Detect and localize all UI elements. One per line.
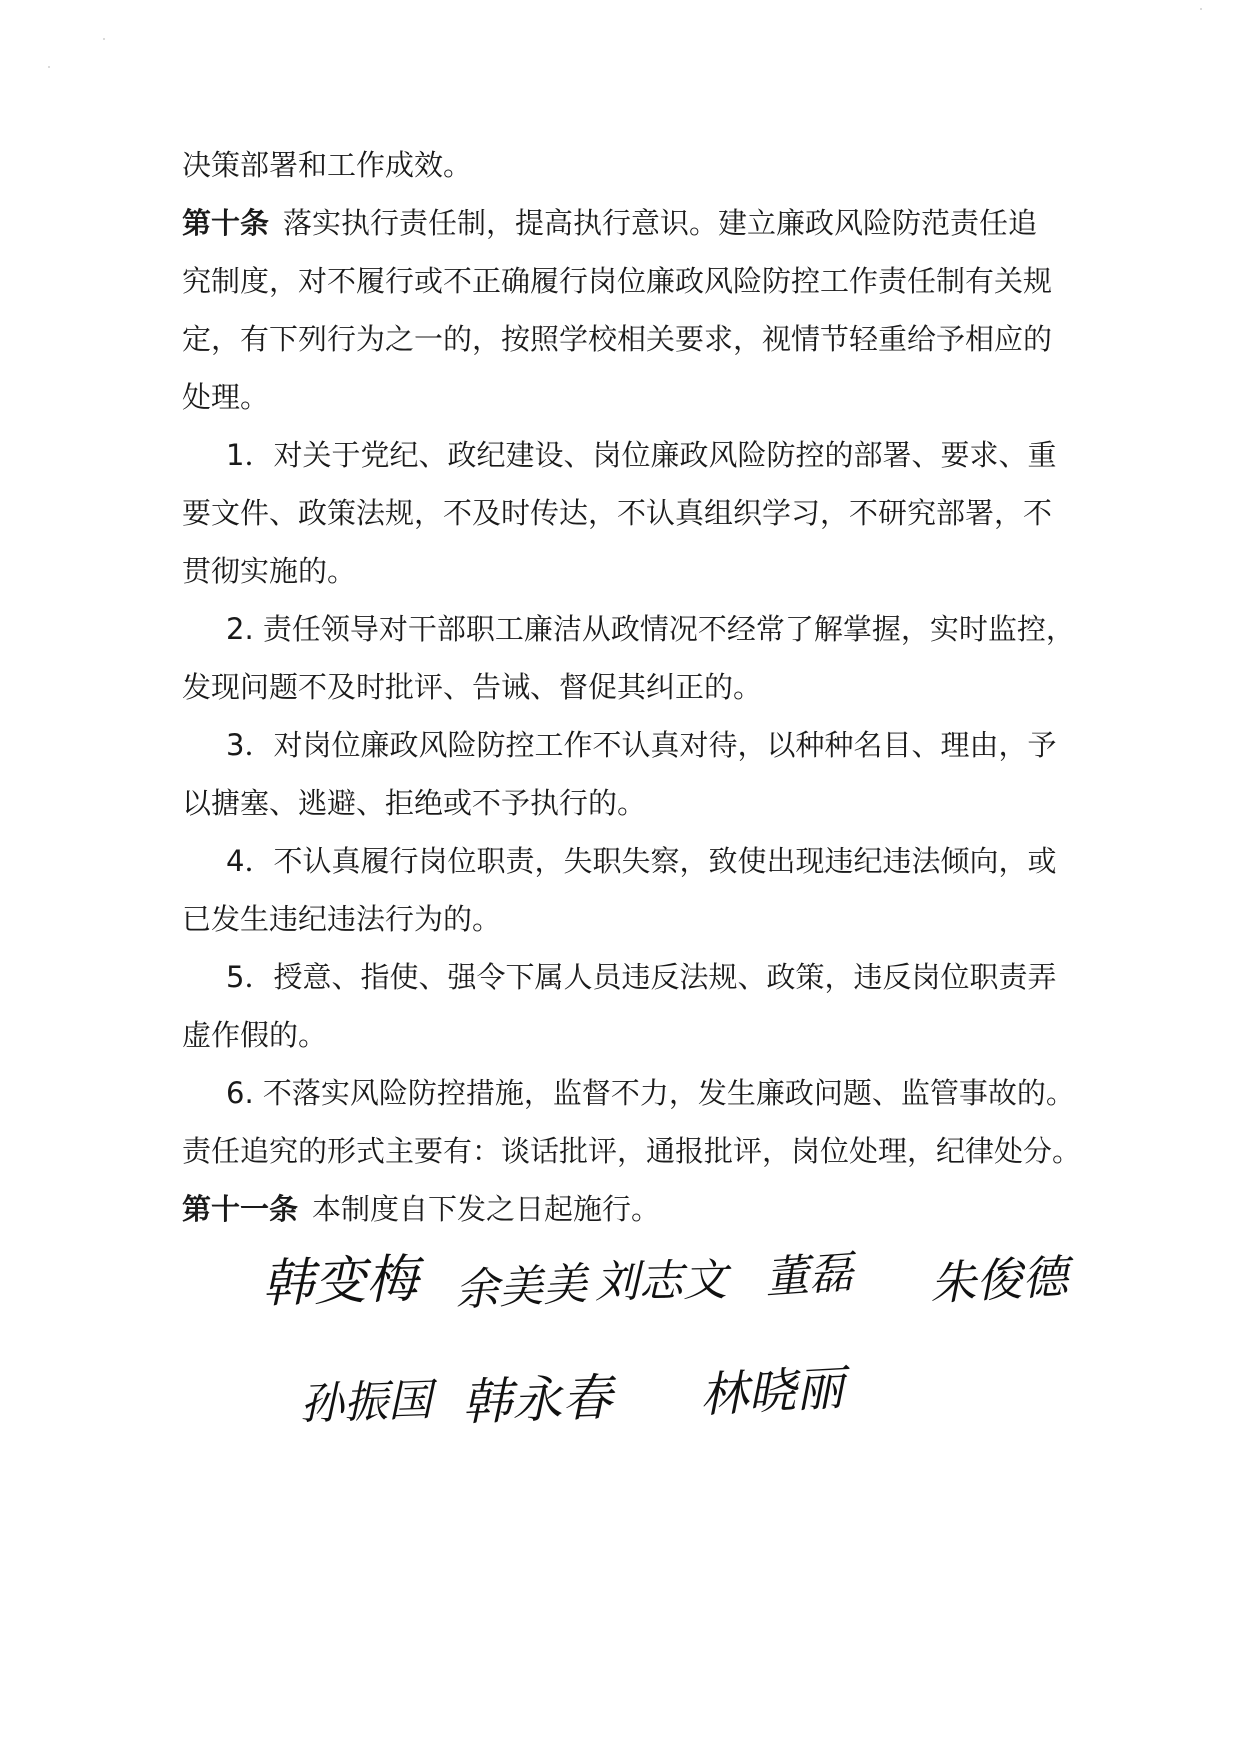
text-line-1: 决策部署和工作成效。 [182, 148, 473, 182]
item-2-line-2: 发现问题不及时批评、告诫、督促其纠正的。 [182, 670, 763, 704]
scan-speck [1200, 8, 1202, 10]
article-10-line [182, 203, 1062, 243]
item-4-line-1: 4．不认真履行岗位职责，失职失察，致使出现违纪违法倾向，或 [226, 844, 1057, 878]
text-line-4: 定，有下列行为之一的，按照学校相关要求，视情节轻重给予相应的 [182, 322, 1053, 356]
text-line-3: 究制度，对不履行或不正确履行岗位廉政风险防控工作责任制有关规 [182, 264, 1053, 298]
item-5-line-2: 虚作假的。 [182, 1018, 328, 1052]
signature-7: 韩永春 [461, 1368, 613, 1432]
item-1-line-1: 1．对关于党纪、政纪建设、岗位廉政风险防控的部署、要求、重 [226, 438, 1057, 472]
item-3-line-2: 以搪塞、逃避、拒绝或不予执行的。 [182, 786, 647, 820]
item-3-line-1: 3．对岗位廉政风险防控工作不认真对待，以种种名目、理由，予 [226, 728, 1057, 762]
article-10-label: 第十条 [182, 206, 270, 240]
accountability-forms-line: 责任追究的形式主要有：谈话批评，通报批评，岗位处理，纪律处分。 [182, 1134, 1082, 1168]
signature-6: 孙振国 [299, 1374, 433, 1431]
item-5-line-1: 5．授意、指使、强令下属人员违反法规、政策，违反岗位职责弄 [226, 960, 1057, 994]
article-11-line [182, 1189, 1062, 1229]
article-11-label: 第十一条 [182, 1192, 299, 1226]
item-2-line-1: 2. 责任领导对干部职工廉洁从政情况不经常了解掌握，实时监控， [226, 612, 1075, 646]
signature-3: 刘志文 [594, 1254, 728, 1309]
signature-8: 林晓丽 [698, 1360, 846, 1424]
text-line-5: 处理。 [182, 380, 270, 414]
signature-2: 余美美 [453, 1258, 589, 1317]
article-11-text: 本制度自下发之日起施行。 [312, 1192, 661, 1226]
signature-1: 韩变梅 [261, 1249, 420, 1315]
item-6-line-1: 6. 不落实风险防控措施，监督不力，发生廉政问题、监管事故的。 [226, 1076, 1075, 1110]
scan-speck [48, 66, 50, 68]
item-1-line-3: 贯彻实施的。 [182, 554, 357, 588]
item-4-line-2: 已发生违纪违法行为的。 [182, 902, 502, 936]
item-1-line-2: 要文件、政策法规，不及时传达，不认真组织学习，不研究部署，不 [182, 496, 1053, 530]
article-10-text: 落实执行责任制，提高执行意识。建立廉政风险防范责任追 [283, 206, 1038, 240]
scan-speck [103, 38, 105, 40]
signature-4: 董磊 [763, 1246, 855, 1305]
signature-5: 朱俊德 [928, 1249, 1070, 1311]
